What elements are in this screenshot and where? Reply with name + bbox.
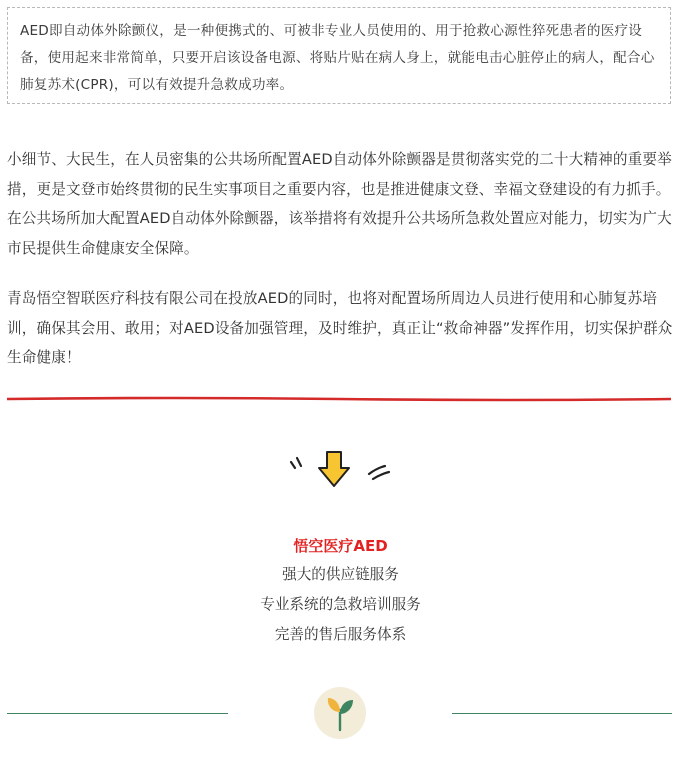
- brand-line-2: 专业系统的急救培训服务: [260, 596, 421, 613]
- intro-box: [7, 7, 671, 104]
- footer-divider-left: [7, 713, 228, 714]
- brand-block: [0, 532, 681, 650]
- intro-text: AED即自动体外除颤仪，是一种便携式的、可被非专业人员使用的、用于抢救心源性猝死患者的医疗设备，使用起来非常简单，只要开启该设备电源、将贴片贴在病人身上，就能电击心脏停止的病人，配合心肺复苏术(CPR)，可以有效提升急救成功率。: [20, 23, 655, 93]
- brand-line-1: 强大的供应链服务: [282, 566, 399, 583]
- brand-line-3: 完善的售后服务体系: [274, 626, 407, 643]
- sprout-icon: [313, 686, 367, 740]
- paragraph-1: 小细节、大民生，在人员密集的公共场所配置AED自动体外除颤器是贯彻落实党的二十大精神的重要举措，更是文登市始终贯彻的民生实事项目之重要内容，也是推进健康文登、幸福文登建设的有力抓手。在公共场所加大配置AED自动体外除颤器，该举措将有效提升公共场所急救处置应对能力，切实为广大市民提供生命健康安全保障。: [7, 151, 672, 257]
- paragraph-2: 青岛悟空智联医疗科技有限公司在投放AED的同时，也将对配置场所周边人员进行使用和心肺复苏培训，确保其会用、敢用；对AED设备加强管理，及时维护，真正让“救命神器”发挥作用，切实保护群众生命健康！: [7, 290, 673, 366]
- down-arrow-icon: [285, 448, 395, 496]
- brand-title: 悟空医疗AED: [293, 537, 388, 555]
- footer-divider-right: [452, 713, 672, 714]
- red-divider: [7, 396, 671, 402]
